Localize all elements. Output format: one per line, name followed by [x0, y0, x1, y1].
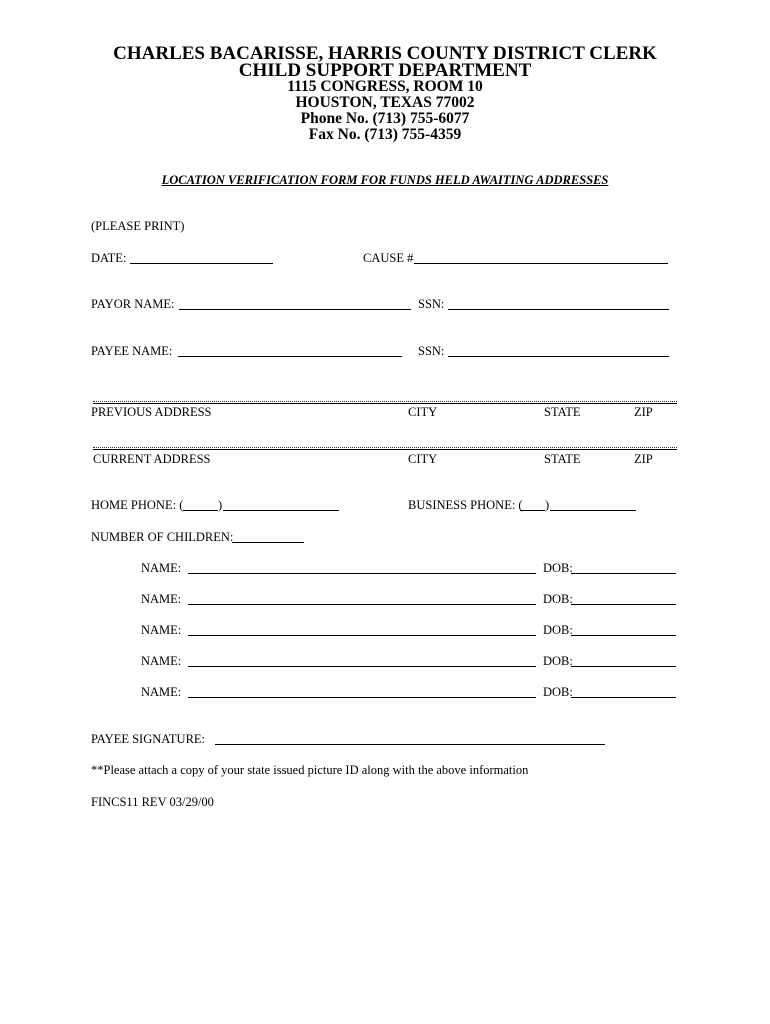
- child-dob-label: DOB:: [543, 561, 573, 575]
- business-phone-number-field[interactable]: [550, 495, 636, 511]
- cause-number-field[interactable]: [414, 248, 668, 264]
- payor-name-label: PAYOR NAME:: [91, 297, 175, 311]
- current-address-field[interactable]: [93, 434, 677, 450]
- previous-state-label: STATE: [544, 405, 581, 419]
- payor-ssn-field[interactable]: [448, 294, 669, 310]
- payee-name-field[interactable]: [178, 341, 402, 357]
- department-title: CHILD SUPPORT DEPARTMENT: [238, 60, 532, 81]
- child-name-label: NAME:: [141, 654, 182, 668]
- business-phone-close-paren: ): [545, 498, 550, 512]
- form-revision-code: FINCS11 REV 03/29/00: [91, 795, 214, 809]
- payee-ssn-field[interactable]: [448, 341, 669, 357]
- child-dob-label: DOB:: [543, 623, 573, 637]
- cause-label: CAUSE #: [363, 251, 414, 265]
- child-name-label: NAME:: [141, 685, 182, 699]
- payor-name-field[interactable]: [179, 294, 411, 310]
- previous-zip-label: ZIP: [634, 405, 653, 419]
- child-name-field[interactable]: [188, 589, 536, 605]
- current-state-label: STATE: [544, 452, 581, 466]
- home-phone-close-paren: ): [218, 498, 223, 512]
- child-dob-field[interactable]: [571, 620, 676, 636]
- child-dob-label: DOB:: [543, 654, 573, 668]
- child-dob-field[interactable]: [571, 558, 676, 574]
- child-name-field[interactable]: [188, 682, 536, 698]
- current-address-label: CURRENT ADDRESS: [93, 452, 211, 466]
- previous-city-label: CITY: [408, 405, 438, 419]
- child-name-label: NAME:: [141, 592, 182, 606]
- payee-ssn-label: SSN:: [418, 344, 445, 358]
- child-dob-field[interactable]: [571, 651, 676, 667]
- child-dob-label: DOB:: [543, 685, 573, 699]
- clerk-title: CHARLES BACARISSE, HARRIS COUNTY DISTRICT CLERK: [113, 43, 657, 64]
- child-name-field[interactable]: [188, 620, 536, 636]
- number-of-children-label: NUMBER OF CHILDREN:: [91, 530, 234, 544]
- payor-ssn-label: SSN:: [418, 297, 445, 311]
- payee-signature-label: PAYEE SIGNATURE:: [91, 732, 206, 746]
- child-name-label: NAME:: [141, 561, 182, 575]
- payee-name-label: PAYEE NAME:: [91, 344, 173, 358]
- home-phone-area-code-field[interactable]: [183, 495, 218, 511]
- child-dob-field[interactable]: [571, 589, 676, 605]
- form-title: LOCATION VERIFICATION FORM FOR FUNDS HELD AWAITING ADDRESSES: [161, 173, 609, 187]
- home-phone-number-field[interactable]: [223, 495, 339, 511]
- payee-signature-field[interactable]: [215, 729, 605, 745]
- number-of-children-field[interactable]: [232, 527, 304, 543]
- child-dob-label: DOB:: [543, 592, 573, 606]
- date-field[interactable]: [130, 248, 273, 264]
- address-line-2: HOUSTON, TEXAS 77002: [295, 94, 475, 111]
- please-print-instruction: (PLEASE PRINT): [91, 219, 185, 233]
- business-phone-label: BUSINESS PHONE: (: [408, 498, 523, 512]
- business-phone-area-code-field[interactable]: [520, 495, 545, 511]
- current-city-label: CITY: [408, 452, 438, 466]
- child-name-field[interactable]: [188, 651, 536, 667]
- phone-number: Phone No. (713) 755-6077: [300, 110, 470, 127]
- address-line-1: 1115 CONGRESS, ROOM 10: [287, 78, 483, 95]
- date-label: DATE:: [91, 251, 127, 265]
- previous-address-field[interactable]: [93, 388, 677, 404]
- fax-number: Fax No. (713) 755-4359: [308, 126, 462, 143]
- id-attachment-note: **Please attach a copy of your state issued picture ID along with the above information: [91, 763, 529, 777]
- previous-address-label: PREVIOUS ADDRESS: [91, 405, 212, 419]
- child-name-label: NAME:: [141, 623, 182, 637]
- child-name-field[interactable]: [188, 558, 536, 574]
- home-phone-label: HOME PHONE: (: [91, 498, 184, 512]
- child-dob-field[interactable]: [571, 682, 676, 698]
- current-zip-label: ZIP: [634, 452, 653, 466]
